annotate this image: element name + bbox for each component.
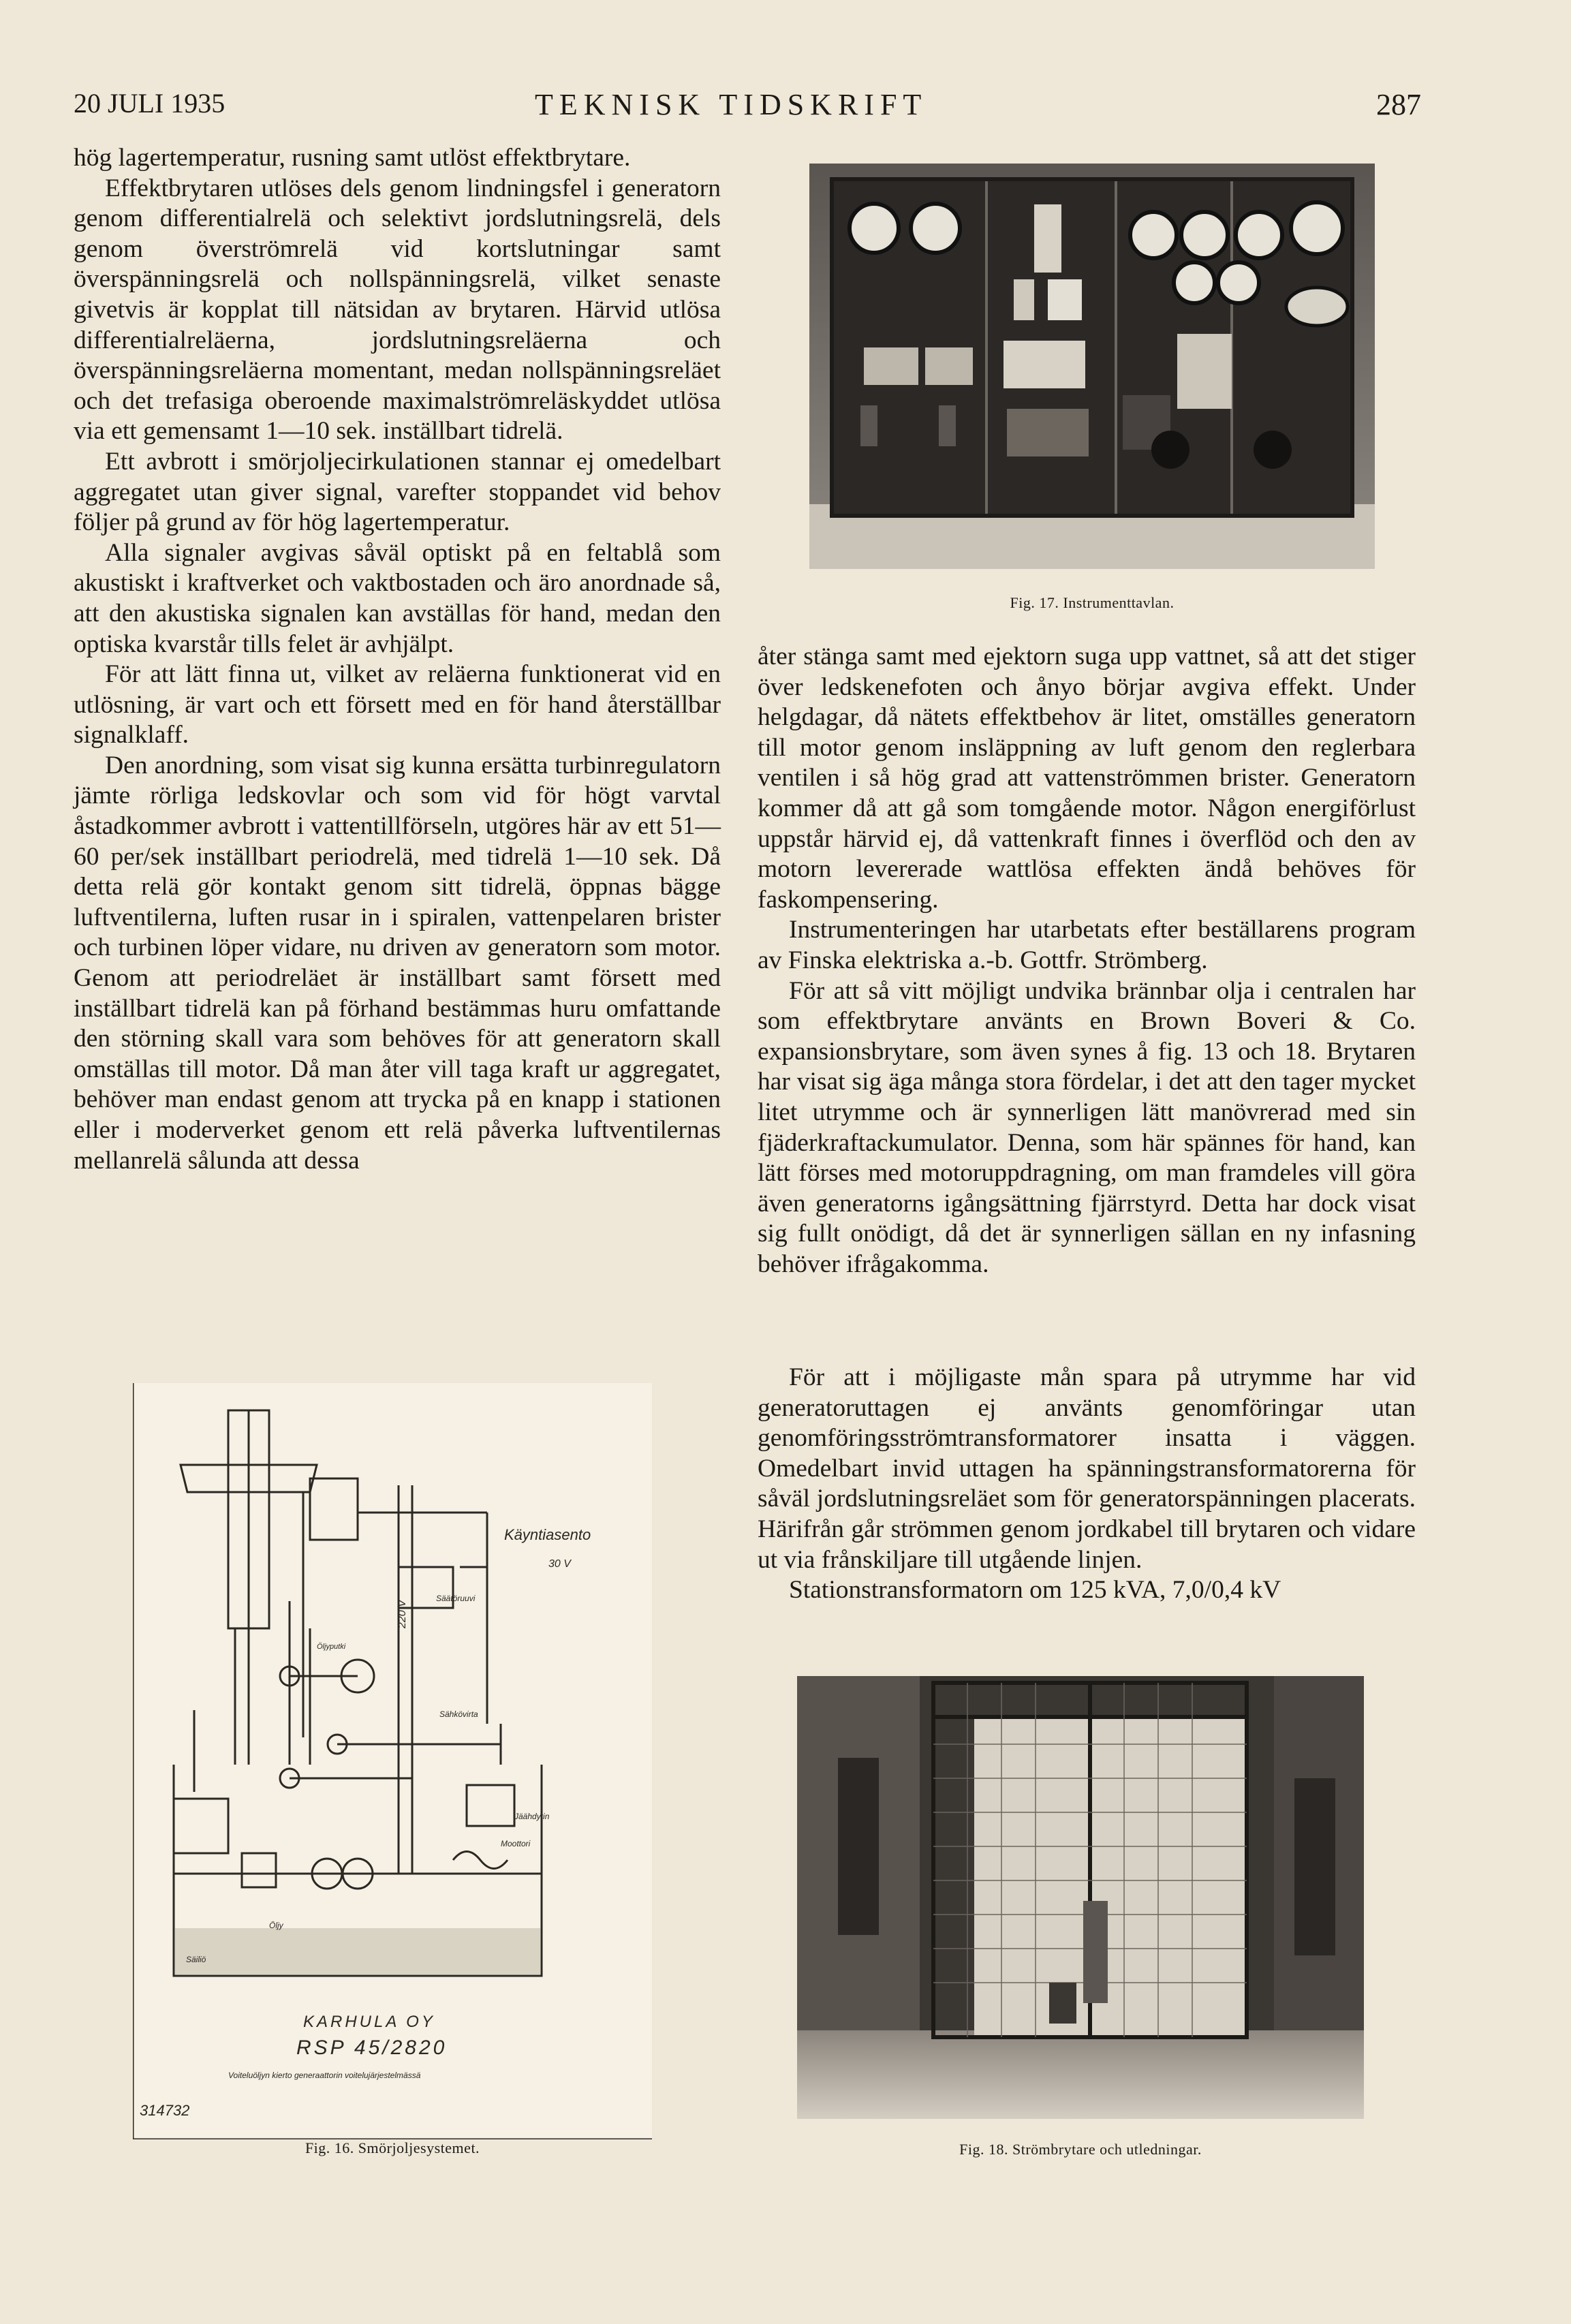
paragraph: För att lätt finna ut, vilket av reläerna funktionerat vid en utlösning, är vart och ett försett med en för hand återställbar signalklaff. <box>74 660 721 749</box>
paragraph: Effektbrytaren utlöses dels genom lindningsfel i generatorn genom differentialrelä och selektivt jordslutningsrelä, dels genom överströmrelä vid kortslutningar samt överspänningsrelä och nollspänningsrelä, vilket senaste givetvis är kopplat till nätsidan av brytaren. Härvid utlösa differentialreläerna, jordslutningsreläerna och överspänningsreläerna momentant, medan nollspänningsreläet och det trefasiga oberoende maximalströmreläskyddet utlösa via ett gemensamt 1—10 sek. inställbart tidrelä. <box>74 174 721 446</box>
drawing-label: Säätöruuvi <box>436 1594 476 1603</box>
fig16-caption: Fig. 16. Smörjoljesystemet. <box>305 2139 480 2156</box>
lubrication-system-drawing <box>133 1383 652 2139</box>
drawing-label: Jäähdytin <box>514 1812 550 1821</box>
drawing-number: 314732 <box>140 2102 190 2119</box>
paragraph: Stationstransformatorn om 125 kVA, 7,0/0,4 kV <box>789 1576 1281 1605</box>
fig18-switchgear-photo <box>797 1676 1364 2119</box>
drawing-label: 220 V <box>396 1600 408 1628</box>
fig18-caption: Fig. 18. Strömbrytare och utledningar. <box>959 2141 1202 2158</box>
header-date: 20 JULI 1935 <box>74 88 225 119</box>
switchgear-image <box>797 1676 1364 2119</box>
paragraph: Instrumenteringen har utarbetats efter beställarens program av Finska elektriska a.-b. Gottfr. Strömberg. <box>758 916 1416 974</box>
drawing-label: Sähkövirta <box>439 1709 478 1719</box>
right-text-column-bottom <box>758 1363 1416 1606</box>
drawing-label: Käyntiasento <box>504 1526 591 1543</box>
fig17-instrument-panel-photo <box>809 164 1375 569</box>
paragraph: För att så vitt möjligt undvika brännbar olja i centralen har som effektbrytare använts en Brown Boveri & Co. expansionsbrytare, som även synes å fig. 13 och 18. Brytaren har visat sig äga många stora fördelar, i det att den tager mycket litet utrymme och är synnerligen lätt manövrerad med sin fjäderkraftackumulator. Denna, som här spännes för hand, kan lätt förses med motoruppdragning, om man framdeles vill göra även generatorns igångsättning fjärrstyrd. Detta har dock visat sig fullt onödigt, då det är synnerligen sällan en ny infasning behöver ifrågakomma. <box>758 976 1416 1278</box>
fig16-lubrication-diagram <box>133 1383 652 2139</box>
drawing-label: Öljy <box>269 1921 283 1930</box>
paragraph: Alla signaler avgivas såväl optiskt på en feltablå som akustiskt i kraftverket och vaktbostaden och äro anordnade så, att den akustiska signalen kan avställas för hand, medan den optiska kvarstår tills felet är avhjälpt. <box>74 538 721 658</box>
left-text-column <box>74 143 721 1176</box>
journal-title: TEKNISK TIDSKRIFT <box>535 88 928 121</box>
paragraph: Den anordning, som visat sig kunna ersätta turbinregulatorn jämte rörliga ledskovlar och som vid för högt varvtal åstadkommer avbrott i vattentillförseln, utgöres här av ett 51—60 per/sek inställbart periodrelä, med tidrelä 1—10 sek. Då detta relä gör kontakt genom sitt tidrelä, öppnas bägge luftventilerna, luften rusar in i spiralen, vattenpelaren brister och turbinen löper vidare, nu driven av generatorn som motor. Genom att periodreläet är inställbart samt försett med inställbart tidrelä kan på förhand bestämmas huru omfattande den störning skall vara som behöves för att generatorn skall omställas till motor. Då man åter vill taga kraft ur aggregatet, behöver man endast genom att trycka på en knapp i stationen eller i moderverket genom ett relä påverka luftventilernas mellanrelä sålunda att dessa <box>74 751 721 1175</box>
paragraph: åter stänga samt med ejektorn suga upp vattnet, så att det stiger över ledskenefoten och ånyo börjar avgiva effekt. Under helgdagar, då nätets effektbehov är litet, omställes generatorn till motor genom insläppning av luft genom den reglerbara ventilen i så hög grad att vattenströmmen brister. Generatorn kommer då att gå som tomgående motor. Någon energiförlust uppstår härvid ej, då vattenkraft finnes i överflöd och den av motorn levererade wattlösa effekten ändå behöves för faskompensering. <box>758 642 1416 914</box>
drawing-label: Säiliö <box>186 1955 206 1964</box>
stamp-line: Voiteluöljyn kierto generaattorin voitelujärjestelmässä <box>228 2071 421 2080</box>
right-text-column-top <box>758 642 1416 1280</box>
paragraph: hög lagertemperatur, rusning samt utlöst effektbrytare. <box>74 144 631 172</box>
stamp-line: KARHULA OY <box>303 2013 435 2031</box>
paragraph: För att i möjligaste mån spara på utrymme har vid generatoruttagen ej använts genomföringar utan genomföringsströmtransformatorer insatta i väggen. Omedelbart invid uttagen ha spänningstransformatorerna för såväl jordslutningsreläet som för generatorspänningen placerats. Härifrån går strömmen genom jordkabel till brytaren och vidare ut via frånskiljare till utgående linjen. <box>758 1363 1416 1574</box>
drawing-label: Öljyputki <box>317 1643 346 1651</box>
page-number: 287 <box>1376 88 1421 121</box>
instrument-panel-image <box>809 164 1375 569</box>
drawing-label: Moottori <box>501 1839 531 1848</box>
drawing-label: 30 V <box>548 1558 571 1570</box>
stamp-line: RSP 45/2820 <box>296 2036 448 2059</box>
paragraph: Ett avbrott i smörjoljecirkulationen stannar ej omedelbart aggregatet utan giver signal, varefter stoppandet vid behov följer på grund av för hög lagertemperatur. <box>74 447 721 537</box>
fig17-caption: Fig. 17. Instrumenttavlan. <box>1010 594 1175 611</box>
